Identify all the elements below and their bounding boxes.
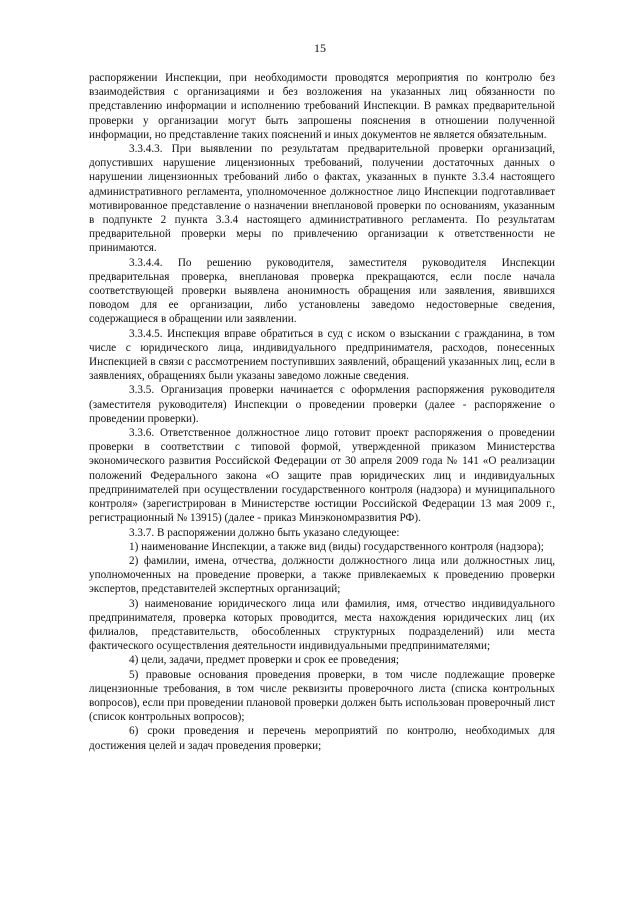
paragraph: 3.3.4.5. Инспекция вправе обратиться в суд с иском о взыскании с гражданина, в том числе с юридического лица, индивидуального предпринимателя, расходов, понесенных Инспекцией в связи с рассмотрением поступивших заявлений, обращений указанных лиц, если в заявлениях, обращениях были указаны заведомо ложные сведения. <box>89 327 555 383</box>
document-body <box>89 71 555 753</box>
paragraph: 3) наименование юридического лица или фамилия, имя, отчество индивидуального предпринимателя, проверка которых проводится, места нахождения юридических лиц (их филиалов, представительств, обособленных структурных подразделений) или места фактического осуществления деятельности индивидуальными предпринимателями; <box>89 597 555 653</box>
paragraph: 3.3.4.3. При выявлении по результатам предварительной проверки организаций, допустивших нарушение лицензионных требований, получении достаточных данных о нарушении лицензионных требований либо о фактах, указанных в пункте 3.3.4 настоящего административного регламента, уполномоченное должностное лицо Инспекции подготавливает мотивированное представление о назначении внеплановой проверки по основаниям, указанным в подпункте 2 пункта 3.3.4 настоящего административного регламента. По результатам предварительной проверки меры по привлечению организации к ответственности не принимаются. <box>89 143 555 255</box>
paragraph: 3.3.4.4. По решению руководителя, заместителя руководителя Инспекции предварительная проверка, внеплановая проверка прекращаются, если после начала соответствующей проверки выявлена анонимность обращения или заявления, явившихся поводом для ее организации, либо установлены заведомо недостоверные сведения, содержащиеся в обращении или заявлении. <box>89 256 555 326</box>
paragraph: 5) правовые основания проведения проверки, в том числе подлежащие проверке лицензионные требования, в том числе реквизиты проверочного листа (списка контрольных вопросов), если при проведении плановой проверки должен быть использован проверочный лист (список контрольных вопросов); <box>89 668 555 724</box>
paragraph: 4) цели, задачи, предмет проверки и срок ее проведения; <box>129 654 400 667</box>
paragraph: 2) фамилии, имена, отчества, должности должностного лица или должностных лиц, уполномоченных на проведение проверки, а также привлекаемых к проведению проверки экспертов, представителей экспертных организаций; <box>89 554 555 596</box>
paragraph: 6) сроки проведения и перечень мероприятий по контролю, необходимых для достижения целей и задач проведения проверки; <box>89 725 555 752</box>
paragraph: 3.3.5. Организация проверки начинается с оформления распоряжения руководителя (заместителя руководителя) Инспекции о проведении проверки (далее - распоряжение о проведении проверки). <box>89 384 555 425</box>
page-number: 15 <box>314 41 326 55</box>
paragraph: 3.3.6. Ответственное должностное лицо готовит проект распоряжения о проведении проверки в соответствии с типовой формой, утвержденной приказом Министерства экономического развития Российской Федерации от 30 апреля 2009 года № 141 «О реализации положений Федерального закона «О защите прав юридических лиц и индивидуальных предпринимателей при осуществлении государственного контроля (надзора) и муниципального контроля» (зарегистрирован в Министерстве юстиции Российской Федерации 13 мая 2009 г., регистрационный № 13915) (далее - приказ Минэкономразвития РФ). <box>89 427 555 525</box>
paragraph: 1) наименование Инспекции, а также вид (виды) государственного контроля (надзора); <box>129 540 544 553</box>
paragraph: распоряжении Инспекции, при необходимости проводятся мероприятия по контролю без взаимодействия с организациями и без возложения на указанных лиц обязанности по представлению информации и исполнению требований Инспекции. В рамках предварительной проверки у организации могут быть запрошены пояснения в отношении полученной информации, но представление таких пояснений и иных документов не является обязательным. <box>89 72 555 141</box>
paragraph: 3.3.7. В распоряжении должно быть указано следующее: <box>129 526 400 539</box>
